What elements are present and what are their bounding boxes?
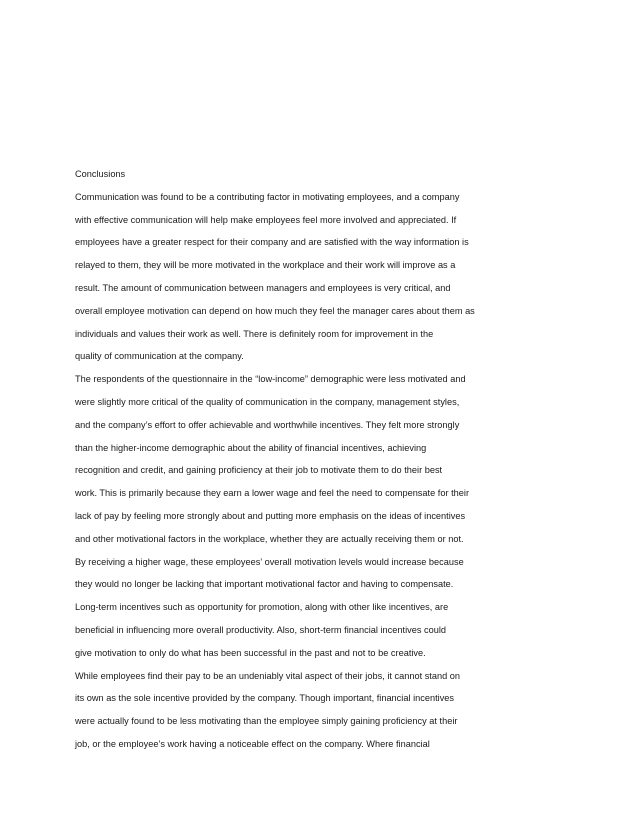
body-line: work. This is primarily because they earn a lower wage and feel the need to compensate for their [75,488,470,499]
body-line: were actually found to be less motivating than the employee simply gaining proficiency at their [75,716,458,727]
body-line: Communication was found to be a contributing factor in motivating employees, and a company [75,191,460,202]
body-line: give motivation to only do what has been successful in the past and not to be creative. [75,647,426,658]
body-line: recognition and credit, and gaining proficiency at their job to motivate them to do their best [75,465,443,476]
body-line: relayed to them, they will be more motivated in the workplace and their work will improve as a [75,260,456,271]
body-line: The respondents of the questionnaire in the “low-income” demographic were less motivated and [75,374,466,385]
body-line: and other motivational factors in the workplace, whether they are actually receiving them or not. [75,533,464,544]
body-line: and the company’s effort to offer achievable and worthwhile incentives. They felt more strongly [75,419,460,430]
body-line: While employees find their pay to be an undeniably vital aspect of their jobs, it cannot stand on [75,670,461,681]
body-line: By receiving a higher wage, these employees’ overall motivation levels would increase because [75,556,464,567]
body-line: result. The amount of communication between managers and employees is very critical, and [75,282,451,293]
text-block [75,163,575,756]
body-line: they would no longer be lacking that important motivational factor and having to compensate. [75,579,454,590]
body-line: employees have a greater respect for their company and are satisfied with the way information is [75,237,469,248]
body-line: lack of pay by feeling more strongly about and putting more emphasis on the ideas of incentives [75,510,466,521]
body-line: were slightly more critical of the quality of communication in the company, management styles, [75,396,460,407]
body-line: with effective communication will help make employees feel more involved and appreciated. If [75,214,457,225]
body-line: its own as the sole incentive provided by the company. Though important, financial incentives [75,693,455,704]
body-line: overall employee motivation can depend on how much they feel the manager cares about them as [75,305,475,316]
section-heading: Conclusions [75,169,126,179]
body-line: than the higher-income demographic about the ability of financial incentives, achieving [75,442,427,453]
body-line: quality of communication at the company. [75,351,244,362]
body-line: Long-term incentives such as opportunity for promotion, along with other like incentives, are [75,602,449,613]
body-line: beneficial in influencing more overall productivity. Also, short-term financial incentives could [75,624,447,635]
body-line: individuals and values their work as well. There is definitely room for improvement in the [75,328,434,339]
body-line: job, or the employee’s work having a noticeable effect on the company. Where financial [75,738,430,749]
